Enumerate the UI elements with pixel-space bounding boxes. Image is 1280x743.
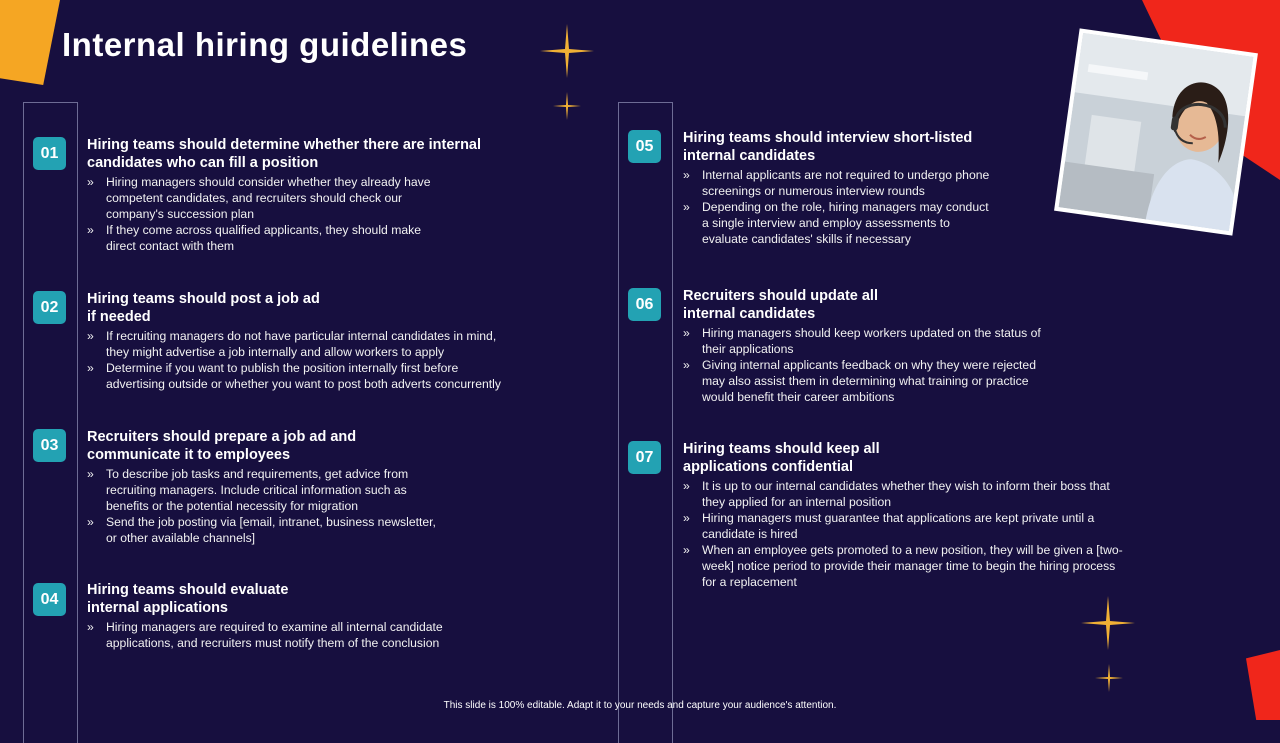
page-title: Internal hiring guidelines [62,26,468,63]
guideline-heading: Hiring teams should evaluate internal applications [87,582,289,616]
bullet-item: » When an employee gets promoted to a new position, they will be given a [two- week] notice period to provide their manager time to begin the hiring process for a replacement [683,542,1173,590]
guideline-item-07 [683,440,1173,590]
sparkle-icon [1095,664,1123,692]
guideline-heading: Hiring teams should post a job ad if needed [87,291,320,325]
guideline-heading: Hiring teams should interview short-listed internal candidates [683,130,973,164]
guideline-item-02 [87,290,567,392]
guideline-item-06 [683,287,1163,405]
guideline-bullets [87,174,567,254]
guideline-heading: Recruiters should prepare a job ad and communicate it to employees [87,429,357,463]
guideline-item-04 [87,581,567,651]
guideline-bullets [683,167,1163,247]
step-number-badge: 06 [628,288,661,321]
left-column-frame [23,102,78,743]
sparkle-icon [540,24,594,78]
bullet-item: » If recruiting managers do not have particular internal candidates in mind, they might advertise a job internally and allow workers to apply [87,328,567,360]
bullet-item: » Send the job posting via [email, intranet, business newsletter, or other available channels] [87,514,567,546]
bullet-item: » Hiring managers should keep workers updated on the status of their applications [683,325,1163,357]
bullet-item: » Hiring managers should consider whether they already have competent candidates, and recruiters should check our company's succession plan [87,174,567,222]
guideline-bullets [683,478,1173,590]
bullet-item: » Internal applicants are not required to undergo phone screenings or numerous interview rounds [683,167,1163,199]
sparkle-icon [1081,596,1135,650]
step-number-badge: 04 [33,583,66,616]
step-number-badge: 03 [33,429,66,462]
bullet-item: » Determine if you want to publish the position internally first before advertising outside or whether you want to post both adverts concurrently [87,360,567,392]
bullet-item: » It is up to our internal candidates whether they wish to inform their boss that they applied for an internal position [683,478,1173,510]
guideline-heading: Recruiters should update all internal candidates [683,288,878,322]
footer-note: This slide is 100% editable. Adapt it to your needs and capture your audience's attention. [443,700,837,711]
corner-decoration-orange [0,0,60,85]
step-number-badge: 05 [628,130,661,163]
guideline-bullets [683,325,1163,405]
right-column-frame [618,102,673,743]
bullet-item: » Depending on the role, hiring managers may conduct a single interview and employ assessments to evaluate candidates' skills if necessary [683,199,1163,247]
guideline-item-05 [683,129,1163,247]
guideline-item-01 [87,136,567,254]
guideline-heading: Hiring teams should keep all applications confidential [683,441,880,475]
guideline-bullets [87,619,567,651]
step-number-badge: 02 [33,291,66,324]
bullet-item: » If they come across qualified applicants, they should make direct contact with them [87,222,567,254]
bullet-item: » Hiring managers must guarantee that applications are kept private until a candidate is hired [683,510,1173,542]
guideline-bullets [87,328,567,392]
guideline-bullets [87,466,567,546]
guideline-heading: Hiring teams should determine whether there are internal candidates who can fill a position [87,137,482,171]
step-number-badge: 07 [628,441,661,474]
guideline-item-03 [87,428,567,546]
sparkle-icon [553,92,581,120]
bullet-item: » Hiring managers are required to examine all internal candidate applications, and recruiters must notify them of the conclusion [87,619,567,651]
step-number-badge: 01 [33,137,66,170]
bullet-item: » Giving internal applicants feedback on why they were rejected may also assist them in determining what training or practice would benefit their career ambitions [683,357,1163,405]
bullet-item: » To describe job tasks and requirements, get advice from recruiting managers. Include critical information such as benefits or the potential necessity for migration [87,466,567,514]
